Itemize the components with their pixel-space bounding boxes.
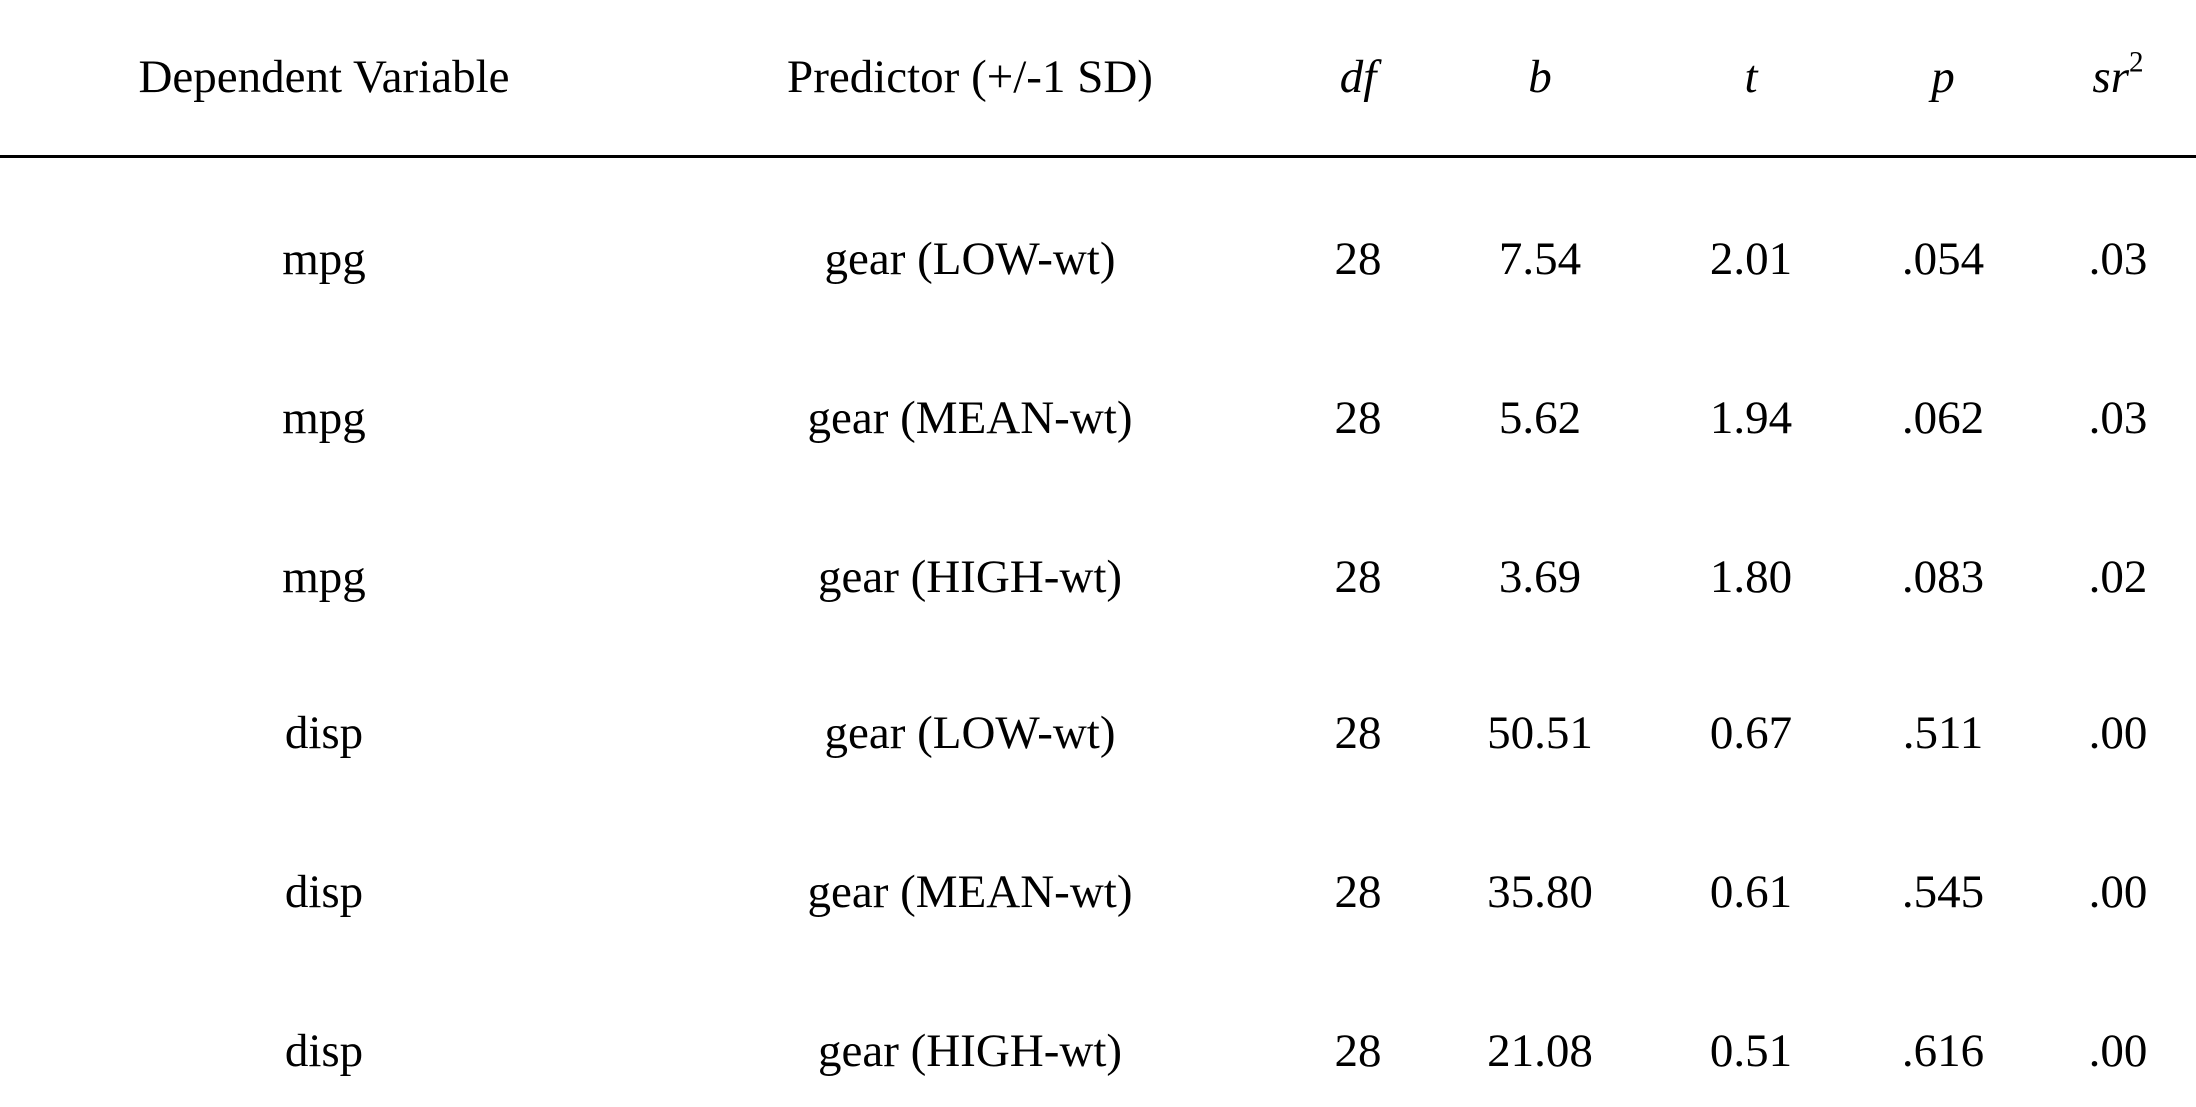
cell-t: 2.01 (1709, 233, 1793, 285)
header-b: b (1528, 51, 1552, 103)
cell-t: 0.51 (1709, 1025, 1793, 1077)
cell-b: 5.62 (1498, 392, 1582, 444)
cell-t: 1.80 (1709, 551, 1793, 603)
cell-predictor: gear (LOW-wt) (824, 233, 1116, 285)
cell-b: 21.08 (1487, 1025, 1593, 1077)
cell-sr2: .00 (2088, 1025, 2148, 1077)
cell-p: .545 (1901, 866, 1985, 918)
cell-df: 28 (1334, 233, 1382, 285)
cell-sr2: .00 (2088, 707, 2148, 759)
table-row (0, 1008, 2196, 1088)
table-row (0, 375, 2196, 455)
table-row (0, 849, 2196, 929)
cell-b: 7.54 (1498, 233, 1582, 285)
table-row (0, 534, 2196, 614)
cell-predictor: gear (MEAN-wt) (807, 392, 1133, 444)
cell-p: .616 (1901, 1025, 1985, 1077)
header-dependent-variable: Dependent Variable (138, 51, 510, 103)
cell-b: 35.80 (1487, 866, 1593, 918)
header-t: t (1744, 51, 1758, 103)
header-sr2-superscript: 2 (2129, 46, 2144, 79)
table-row (0, 690, 2196, 770)
cell-p: .083 (1901, 551, 1985, 603)
cell-dependent-variable: disp (284, 1025, 364, 1077)
header-predictor: Predictor (+/-1 SD) (787, 51, 1153, 103)
table-row (0, 216, 2196, 296)
cell-sr2: .00 (2088, 866, 2148, 918)
cell-b: 3.69 (1498, 551, 1582, 603)
cell-predictor: gear (HIGH-wt) (817, 1025, 1123, 1077)
header-rule (0, 155, 2196, 158)
cell-p: .511 (1902, 707, 1984, 759)
cell-df: 28 (1334, 551, 1382, 603)
cell-predictor: gear (LOW-wt) (824, 707, 1116, 759)
cell-df: 28 (1334, 866, 1382, 918)
cell-dependent-variable: disp (284, 707, 364, 759)
cell-sr2: .02 (2088, 551, 2148, 603)
cell-df: 28 (1334, 1025, 1382, 1077)
cell-dependent-variable: mpg (282, 392, 366, 444)
cell-predictor: gear (HIGH-wt) (817, 551, 1123, 603)
header-df: df (1339, 51, 1377, 103)
cell-sr2: .03 (2088, 233, 2148, 285)
cell-predictor: gear (MEAN-wt) (807, 866, 1133, 918)
cell-p: .054 (1901, 233, 1985, 285)
cell-t: 0.67 (1709, 707, 1793, 759)
cell-dependent-variable: mpg (282, 233, 366, 285)
cell-t: 0.61 (1709, 866, 1793, 918)
cell-sr2: .03 (2088, 392, 2148, 444)
header-sr2-base: sr (2092, 51, 2130, 103)
cell-t: 1.94 (1709, 392, 1793, 444)
header-p: p (1931, 51, 1955, 103)
cell-p: .062 (1901, 392, 1985, 444)
header-sr2 (2092, 46, 2144, 103)
cell-b: 50.51 (1487, 707, 1593, 759)
table-header-row (0, 0, 2196, 156)
cell-dependent-variable: mpg (282, 551, 366, 603)
cell-dependent-variable: disp (284, 866, 364, 918)
cell-df: 28 (1334, 392, 1382, 444)
cell-df: 28 (1334, 707, 1382, 759)
